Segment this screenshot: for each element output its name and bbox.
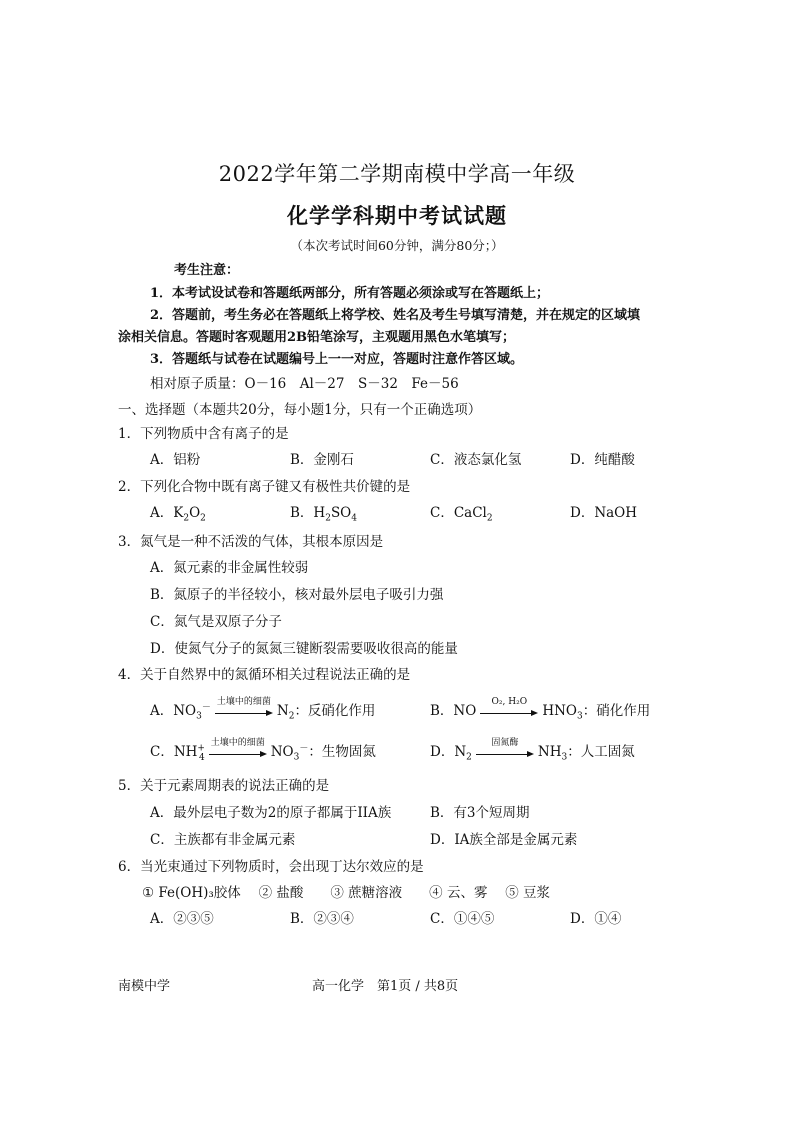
q3-option-a: A．氮元素的非金属性较弱	[150, 560, 309, 576]
q3-option-d: D．使氮气分子的氮氮三键断裂需要吸收很高的能量	[150, 641, 458, 657]
q6-option-c: C．①④⑤	[430, 911, 495, 927]
q2-option-b: B．$H_2SO_4$	[290, 505, 357, 524]
question-1-stem: 1．下列物质中含有离子的是	[118, 426, 289, 442]
footer-page-number: 高一化学 第1页 / 共8页	[312, 979, 459, 994]
q1-option-a: A．铝粉	[150, 452, 201, 468]
reaction-arrow: 土壤中的细菌	[209, 746, 267, 760]
q1-option-b: B．金刚石	[290, 452, 354, 468]
q2-option-c: C．CaCl$_2$	[430, 505, 493, 524]
q2-option-d: D．NaOH	[570, 505, 638, 521]
question-6-stem: 6．当光束通过下列物质时，会出现丁达尔效应的是	[118, 859, 424, 875]
exam-title: 化学学科期中考试试题	[287, 203, 507, 228]
reaction-arrow: 固氮酶	[476, 746, 534, 760]
q5-option-d: D．IA族全部是金属元素	[430, 832, 578, 848]
atomic-mass-line: 相对原子质量：O－16 Al－27 S－32 Fe－56	[150, 376, 459, 392]
q1-option-c: C．液态氯化氢	[430, 452, 522, 468]
q4-option-b: B．NO O₂, H₂O $HNO_3$：硝化作用	[430, 696, 651, 722]
reaction-arrow: O₂, H₂O	[480, 705, 538, 719]
q6-items: ① Fe(OH)₃胶体 ② 盐酸 ③ 蔗糖溶液 ④ 云、雾 ⑤ 豆浆	[142, 885, 551, 901]
exam-subtitle: （本次考试时间60分钟，满分80分；）	[290, 238, 504, 253]
reaction-arrow: 土壤中的细菌	[215, 705, 273, 719]
q5-option-a: A．最外层电子数为2的原子都属于IIA族	[150, 805, 392, 821]
q3-option-c: C．氮气是双原子分子	[150, 614, 282, 630]
notice-item-1: 1．本考试设试卷和答题纸两部分，所有答题必须涂或写在答题纸上；	[150, 286, 550, 301]
question-5-stem: 5．关于元素周期表的说法正确的是	[118, 778, 330, 794]
q2-option-a: A．$K_2O_2$	[150, 505, 206, 524]
q5-option-b: B．有3个短周期	[430, 805, 530, 821]
q6-option-a: A．②③⑤	[150, 911, 214, 927]
page-title: 2022学年第二学期南模中学高一年级	[218, 162, 576, 186]
footer-school: 南模中学	[118, 979, 171, 994]
q6-option-d: D．①④	[570, 911, 622, 927]
q4-option-c: C．$NH^+_4$ 土壤中的细菌 $NO_3^-$：生物固氮	[150, 737, 376, 763]
q6-option-b: B．②③④	[290, 911, 354, 927]
q4-option-d: D．$N_2$ 固氮酶 $NH_3$：人工固氮	[430, 737, 635, 763]
section-heading: 一、选择题（本题共20分，每小题1分，只有一个正确选项）	[118, 402, 482, 418]
notice-item-3: 3．答题纸与试卷在试题编号上一一对应，答题时注意作答区域。	[150, 352, 524, 367]
notice-item-2-line2: 涂相关信息。答题时客观题用2B铅笔涂写，主观题用黑色水笔填写；	[118, 330, 516, 345]
q3-option-b: B．氮原子的半径较小，核对最外层电子吸引力强	[150, 587, 444, 603]
notice-item-2-line1: 2．答题前，考生务必在答题纸上将学校、姓名及考生号填写清楚，并在规定的区域填	[150, 308, 641, 323]
question-4-stem: 4．关于自然界中的氮循环相关过程说法正确的是	[118, 667, 411, 683]
notice-heading: 考生注意：	[174, 263, 240, 278]
question-2-stem: 2．下列化合物中既有离子键又有极性共价键的是	[118, 479, 411, 495]
q1-option-d: D．纯醋酸	[570, 452, 635, 468]
q4-option-a: A．$NO_3^-$ 土壤中的细菌 $N_2$：反硝化作用	[150, 696, 376, 722]
question-3-stem: 3．氮气是一种不活泼的气体，其根本原因是	[118, 534, 384, 550]
q5-option-c: C．主族都有非金属元素	[150, 832, 296, 848]
